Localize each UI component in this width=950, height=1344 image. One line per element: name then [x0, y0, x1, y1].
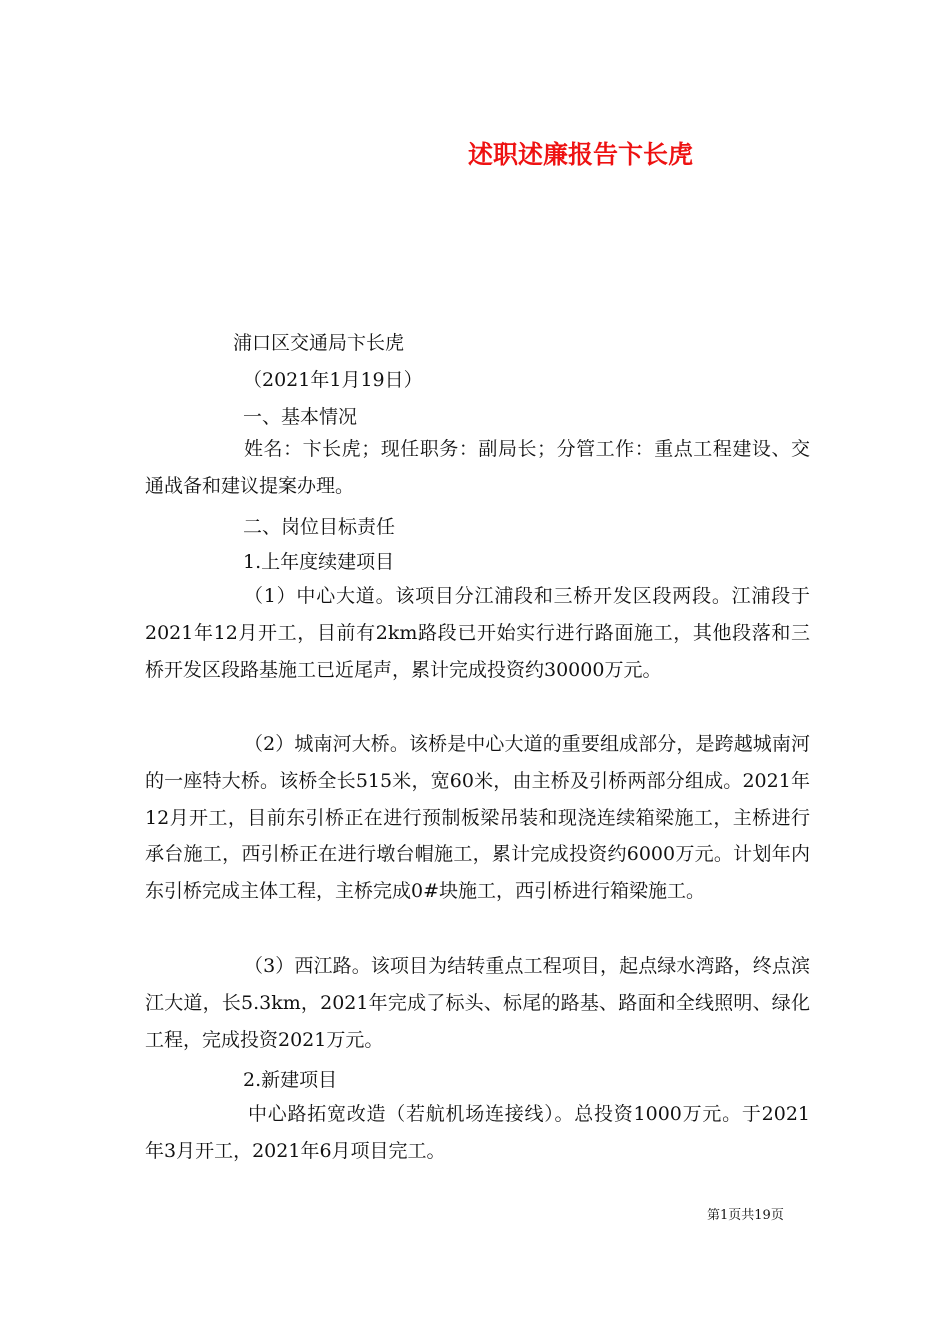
- subsection-heading-continuing: 1.上年度续建项目: [243, 551, 395, 573]
- author-line: 浦口区交通局卞长虎: [233, 332, 405, 354]
- item-xijiang-road: （3）西江路。该项目为结转重点工程项目，起点绿水湾路，终点滨江大道，长5.3km，2021年完成了标头、标尾的路基、路面和全线照明、绿化工程，完成投资2021万元。: [145, 955, 810, 1051]
- section-heading-basic-info: 一、基本情况: [243, 406, 358, 428]
- item-central-avenue: （1）中心大道。该项目分江浦段和三桥开发区段两段。江浦段于2021年12月开工，目前有2km路段已开始实行进行路面施工，其他段落和三桥开发区段路基施工已近尾声，累计完成投资约30000万元。: [145, 585, 810, 681]
- new-project-paragraph: 中心路拓宽改造（若航机场连接线）。总投资1000万元。于2021年3月开工，2021年6月项目完工。: [145, 1103, 810, 1162]
- section-heading-targets: 二、岗位目标责任: [243, 516, 396, 538]
- subsection-heading-new: 2.新建项目: [243, 1069, 338, 1091]
- item-chengnan-bridge: （2）城南河大桥。该桥是中心大道的重要组成部分，是跨越城南河的一座特大桥。该桥全长515米，宽60米，由主桥及引桥两部分组成。2021年12月开工，目前东引桥正在进行预制板梁吊装和现浇连续箱梁施工，主桥进行承台施工，西引桥正在进行墩台帽施工，累计完成投资约6000万元。计划年内东引桥完成主体工程，主桥完成0#块施工，西引桥进行箱梁施工。: [145, 733, 810, 903]
- date-line: （2021年1月19日）: [243, 369, 423, 391]
- page-footer: 第1页共19页: [707, 1208, 784, 1223]
- document-title: 述职述廉报告卞长虎: [468, 140, 694, 169]
- basic-info-paragraph: 姓名：卞长虎；现任职务：副局长；分管工作：重点工程建设、交通战备和建议提案办理。: [145, 438, 810, 497]
